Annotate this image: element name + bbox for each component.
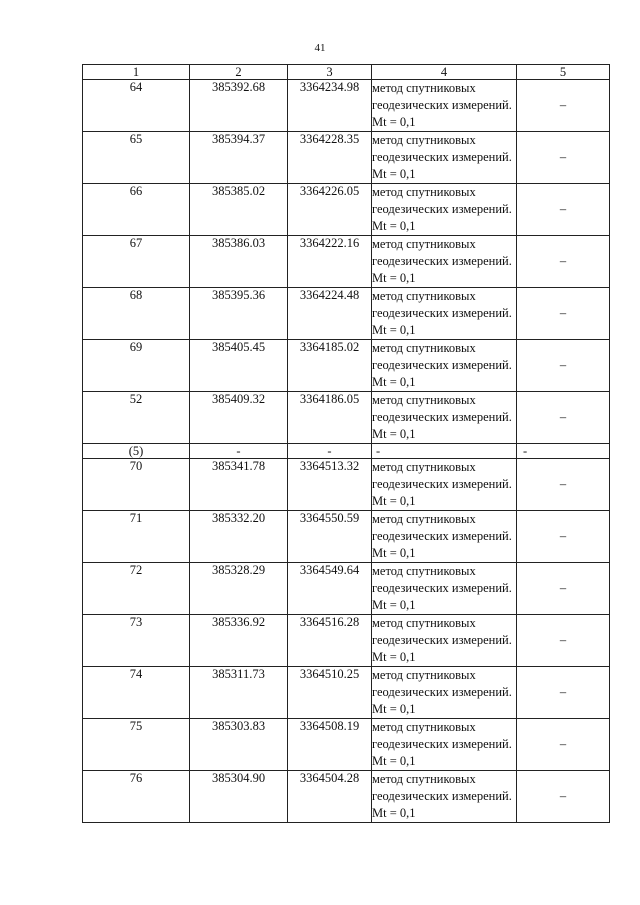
error-cell: – [517, 340, 610, 392]
table-row [83, 392, 610, 444]
point-number-cell: 69 [83, 340, 190, 392]
table-row [83, 459, 610, 511]
method-cell: метод спутниковых геодезических измерений. Mt = 0,1 [372, 459, 517, 511]
y-coordinate-cell: 3364185.02 [288, 340, 372, 392]
table-row [83, 236, 610, 288]
method-cell: метод спутниковых геодезических измерений. Mt = 0,1 [372, 511, 517, 563]
point-number-cell: 68 [83, 288, 190, 340]
table-row [83, 340, 610, 392]
x-coordinate-cell: 385394.37 [190, 132, 288, 184]
method-cell: метод спутниковых геодезических измерений. Mt = 0,1 [372, 132, 517, 184]
y-coordinate-cell: 3364510.25 [288, 667, 372, 719]
x-coordinate-cell: 385332.20 [190, 511, 288, 563]
method-cell: - [372, 444, 517, 459]
error-cell: – [517, 615, 610, 667]
table-row [83, 288, 610, 340]
y-coordinate-cell: 3364226.05 [288, 184, 372, 236]
point-number-cell: 52 [83, 392, 190, 444]
table-header-row [83, 65, 610, 80]
table-row [83, 667, 610, 719]
error-cell: – [517, 288, 610, 340]
method-cell: метод спутниковых геодезических измерений. Mt = 0,1 [372, 719, 517, 771]
error-cell: – [517, 719, 610, 771]
y-coordinate-cell: - [288, 444, 372, 459]
x-coordinate-cell: 385409.32 [190, 392, 288, 444]
table-row [83, 719, 610, 771]
y-coordinate-cell: 3364186.05 [288, 392, 372, 444]
y-coordinate-cell: 3364513.32 [288, 459, 372, 511]
x-coordinate-cell: 385386.03 [190, 236, 288, 288]
table-row [83, 563, 610, 615]
table-row [83, 184, 610, 236]
table-body [83, 80, 610, 823]
y-coordinate-cell: 3364224.48 [288, 288, 372, 340]
x-coordinate-cell: 385336.92 [190, 615, 288, 667]
method-cell: метод спутниковых геодезических измерений. Mt = 0,1 [372, 80, 517, 132]
point-number-cell: 66 [83, 184, 190, 236]
column-header-3: 3 [288, 65, 372, 80]
error-cell: – [517, 771, 610, 823]
x-coordinate-cell: 385304.90 [190, 771, 288, 823]
error-cell: – [517, 459, 610, 511]
column-header-4: 4 [372, 65, 517, 80]
y-coordinate-cell: 3364234.98 [288, 80, 372, 132]
table-row [83, 771, 610, 823]
table-row [83, 615, 610, 667]
point-number-cell: 64 [83, 80, 190, 132]
error-cell: - [517, 444, 610, 459]
page-number: 41 [314, 42, 326, 54]
x-coordinate-cell: - [190, 444, 288, 459]
y-coordinate-cell: 3364228.35 [288, 132, 372, 184]
column-header-2: 2 [190, 65, 288, 80]
point-number-cell: 71 [83, 511, 190, 563]
method-cell: метод спутниковых геодезических измерений. Mt = 0,1 [372, 236, 517, 288]
method-cell: метод спутниковых геодезических измерений. Mt = 0,1 [372, 340, 517, 392]
table-row [83, 511, 610, 563]
error-cell: – [517, 132, 610, 184]
method-cell: метод спутниковых геодезических измерений. Mt = 0,1 [372, 288, 517, 340]
point-number-cell: 67 [83, 236, 190, 288]
y-coordinate-cell: 3364504.28 [288, 771, 372, 823]
x-coordinate-cell: 385303.83 [190, 719, 288, 771]
point-number-cell: (5) [83, 444, 190, 459]
error-cell: – [517, 511, 610, 563]
x-coordinate-cell: 385311.73 [190, 667, 288, 719]
x-coordinate-cell: 385395.36 [190, 288, 288, 340]
point-number-cell: 72 [83, 563, 190, 615]
method-cell: метод спутниковых геодезических измерений. Mt = 0,1 [372, 392, 517, 444]
table-section-separator-row [83, 444, 610, 459]
x-coordinate-cell: 385328.29 [190, 563, 288, 615]
point-number-cell: 65 [83, 132, 190, 184]
error-cell: – [517, 563, 610, 615]
method-cell: метод спутниковых геодезических измерений. Mt = 0,1 [372, 771, 517, 823]
point-number-cell: 70 [83, 459, 190, 511]
error-cell: – [517, 184, 610, 236]
point-number-cell: 73 [83, 615, 190, 667]
error-cell: – [517, 236, 610, 288]
method-cell: метод спутниковых геодезических измерений. Mt = 0,1 [372, 667, 517, 719]
table-row [83, 132, 610, 184]
y-coordinate-cell: 3364549.64 [288, 563, 372, 615]
point-number-cell: 75 [83, 719, 190, 771]
point-number-cell: 74 [83, 667, 190, 719]
method-cell: метод спутниковых геодезических измерений. Mt = 0,1 [372, 615, 517, 667]
x-coordinate-cell: 385405.45 [190, 340, 288, 392]
y-coordinate-cell: 3364516.28 [288, 615, 372, 667]
column-header-1: 1 [83, 65, 190, 80]
x-coordinate-cell: 385392.68 [190, 80, 288, 132]
coordinates-table [82, 64, 610, 823]
error-cell: – [517, 392, 610, 444]
method-cell: метод спутниковых геодезических измерений. Mt = 0,1 [372, 184, 517, 236]
error-cell: – [517, 667, 610, 719]
y-coordinate-cell: 3364222.16 [288, 236, 372, 288]
table-row [83, 80, 610, 132]
point-number-cell: 76 [83, 771, 190, 823]
y-coordinate-cell: 3364550.59 [288, 511, 372, 563]
x-coordinate-cell: 385385.02 [190, 184, 288, 236]
column-header-5: 5 [517, 65, 610, 80]
method-cell: метод спутниковых геодезических измерений. Mt = 0,1 [372, 563, 517, 615]
error-cell: – [517, 80, 610, 132]
x-coordinate-cell: 385341.78 [190, 459, 288, 511]
y-coordinate-cell: 3364508.19 [288, 719, 372, 771]
